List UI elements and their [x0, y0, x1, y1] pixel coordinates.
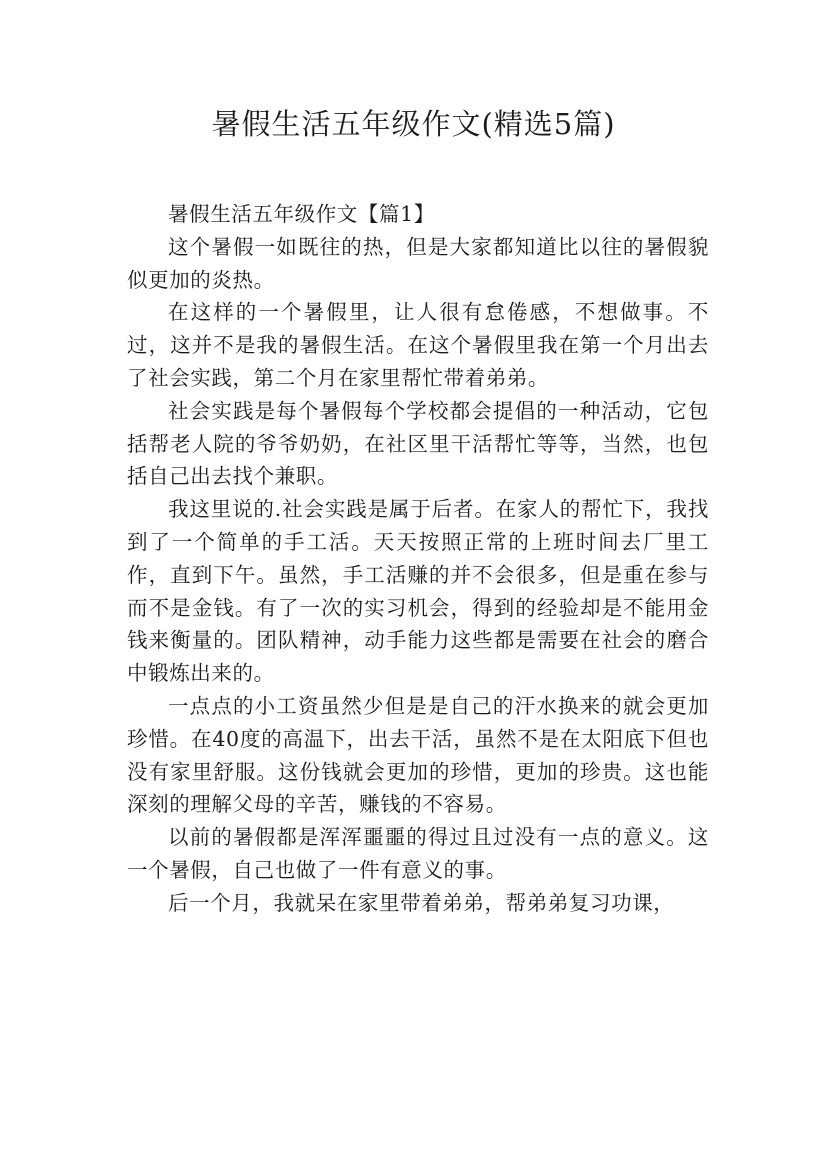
paragraph: 后一个月，我就呆在家里带着弟弟，帮弟弟复习功课，	[168, 890, 675, 915]
document-title: 暑假生活五年级作文(精选5篇)	[211, 107, 616, 141]
paragraph: 社会实践是每个暑假每个学校都会提倡的一种活动，它包括帮老人院的爷爷奶奶，在社区里干活帮忙等等，当然，也包括自己出去找个兼职。	[127, 398, 709, 489]
paragraph: 这个暑假一如既往的热，但是大家都知道比以往的暑假貌似更加的炎热。	[127, 234, 709, 292]
section-heading: 暑假生活五年级作文【篇1】	[168, 202, 435, 226]
document-body	[127, 198, 709, 920]
paragraph: 在这样的一个暑假里，让人很有怠倦感，不想做事。不过，这并不是我的暑假生活。在这个暑假里我在第一个月出去了社会实践，第二个月在家里帮忙带着弟弟。	[127, 300, 709, 390]
paragraph: 我这里说的.社会实践是属于后者。在家人的帮忙下，我找到了一个简单的手工活。天天按照正常的上班时间去厂里工作，直到下午。虽然，手工活赚的并不会很多，但是重在参与而不是金钱。有了一次的实习机会，得到的经验却是不能用金钱来衡量的。团队精神，动手能力这些都是需要在社会的磨合中锻炼出来的。	[127, 497, 709, 686]
paragraph: 以前的暑假都是浑浑噩噩的得过且过没有一点的意义。这一个暑假，自己也做了一件有意义的事。	[127, 825, 709, 882]
paragraph: 一点点的小工资虽然少但是是自己的汗水换来的就会更加珍惜。在40度的高温下，出去干活，虽然不是在太阳底下但也没有家里舒服。这份钱就会更加的珍惜，更加的珍贵。这也能深刻的理解父母的辛苦，赚钱的不容易。	[127, 693, 709, 817]
